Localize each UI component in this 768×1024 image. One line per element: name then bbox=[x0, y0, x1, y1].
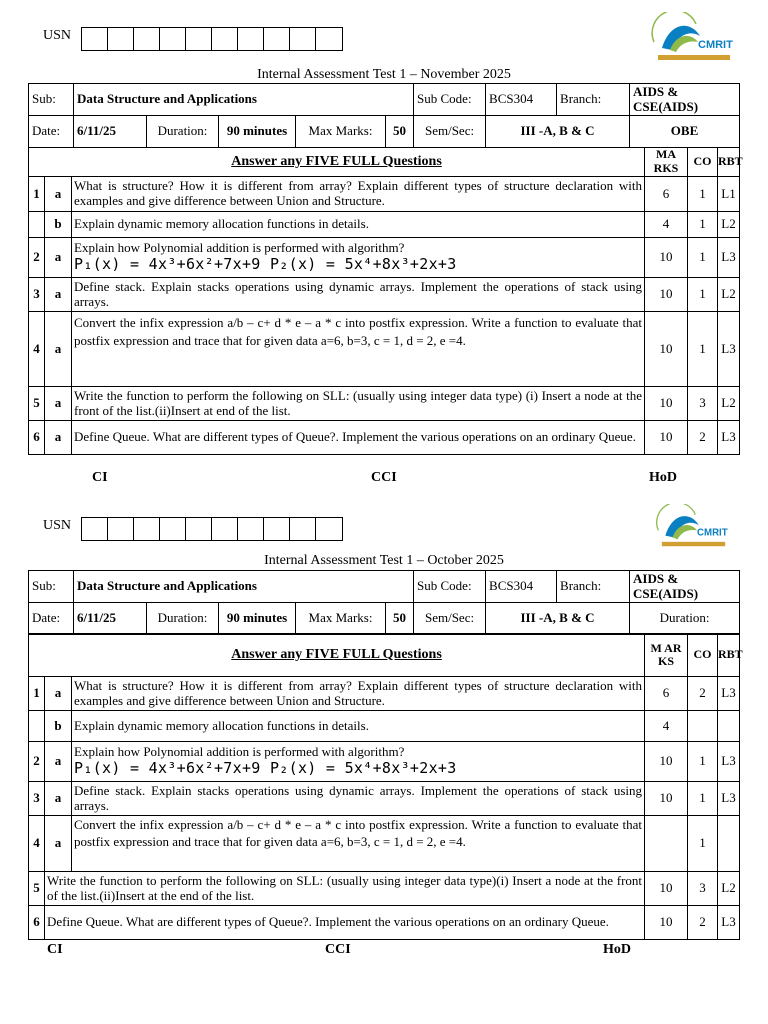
question-part: a bbox=[45, 816, 72, 872]
branch-value: AIDS & CSE(AIDS) bbox=[630, 84, 740, 116]
question-co: 1 bbox=[688, 742, 718, 782]
sem-sec-label: Sem/Sec: bbox=[414, 116, 486, 148]
svg-text:CMRIT: CMRIT bbox=[697, 527, 728, 539]
question-text: What is structure? How it is different from array? Explain different types of structure declaration with examples and give difference between Union and Structure. bbox=[72, 677, 645, 711]
question-text bbox=[72, 238, 645, 278]
rbt-header: RBT bbox=[718, 634, 740, 677]
test-title: Internal Assessment Test 1 – October 2025 bbox=[264, 553, 504, 568]
question-marks: 10 bbox=[645, 782, 688, 816]
cmrit-logo-icon bbox=[646, 12, 734, 62]
test-title: Internal Assessment Test 1 – November 2025 bbox=[257, 67, 511, 82]
question-rbt: L3 bbox=[718, 782, 740, 816]
question-marks: 10 bbox=[645, 872, 688, 906]
table-row bbox=[29, 906, 740, 940]
question-marks: 10 bbox=[645, 238, 688, 278]
question-marks: 4 bbox=[645, 212, 688, 238]
ci-signature: CI bbox=[47, 942, 63, 957]
question-rbt: L3 bbox=[718, 421, 740, 455]
question-marks: 6 bbox=[645, 677, 688, 711]
instruction: Answer any FIVE FULL Questions bbox=[29, 148, 645, 177]
table-row bbox=[29, 872, 740, 906]
date-value: 6/11/25 bbox=[74, 603, 147, 635]
branch-value: AIDS & CSE(AIDS) bbox=[630, 571, 740, 603]
question-number: 3 bbox=[29, 782, 45, 816]
question-rbt: L2 bbox=[718, 278, 740, 312]
max-marks-value: 50 bbox=[386, 116, 414, 148]
question-rbt: L3 bbox=[718, 742, 740, 782]
sem-sec-value: III -A, B & C bbox=[486, 116, 630, 148]
question-part: a bbox=[45, 421, 72, 455]
questions-table bbox=[28, 633, 743, 940]
question-number: 6 bbox=[29, 421, 45, 455]
question-marks: 10 bbox=[645, 387, 688, 421]
question-text: Write the function to perform the following on SLL: (usually using integer data type)(i) Insert a node at the front of the list.(ii)Insert at the end of the list. bbox=[45, 872, 645, 906]
question-text: What is structure? How it is different from array? Explain different types of structure declaration with examples and give difference between Union and Structure. bbox=[72, 177, 645, 212]
question-text: Define stack. Explain stacks operations using dynamic arrays. Implement the operations of stack using arrays. bbox=[72, 278, 645, 312]
question-number: 2 bbox=[29, 238, 45, 278]
question-co: 3 bbox=[688, 872, 718, 906]
question-text: Explain dynamic memory allocation functions in details. bbox=[72, 212, 645, 238]
co-header: CO bbox=[688, 634, 718, 677]
question-text: Write the function to perform the following on SLL: (usually using integer data type) (i) Insert a node at the front of the list.(ii)Insert at end of the list. bbox=[72, 387, 645, 421]
ci-signature: CI bbox=[92, 470, 108, 485]
table-row bbox=[29, 212, 740, 238]
duration-label: Duration: bbox=[147, 116, 219, 148]
question-number: 5 bbox=[29, 872, 45, 906]
question-co: 1 bbox=[688, 312, 718, 387]
table-row bbox=[29, 742, 740, 782]
question-marks: 10 bbox=[645, 421, 688, 455]
sub-code-value: BCS304 bbox=[486, 84, 557, 116]
table-row bbox=[29, 387, 740, 421]
question-number: 1 bbox=[29, 677, 45, 711]
table-row bbox=[29, 816, 740, 872]
rbt-header: RBT bbox=[718, 148, 740, 177]
question-co: 1 bbox=[688, 212, 718, 238]
question-number: 6 bbox=[29, 906, 45, 940]
question-part: a bbox=[45, 238, 72, 278]
date-label: Date: bbox=[29, 603, 74, 635]
duration-value: 90 minutes bbox=[219, 116, 296, 148]
max-marks-label: Max Marks: bbox=[296, 603, 386, 635]
question-marks bbox=[645, 816, 688, 872]
question-co: 3 bbox=[688, 387, 718, 421]
sub-code-value: BCS304 bbox=[486, 571, 557, 603]
polynomial-expression: P₁(x) = 4x³+6x²+7x+9 P₂(x) = 5x⁴+8x³+2x+3 bbox=[74, 255, 457, 274]
usn-label: USN bbox=[43, 518, 72, 533]
polynomial-expression: P₁(x) = 4x³+6x²+7x+9 P₂(x) = 5x⁴+8x³+2x+3 bbox=[74, 759, 457, 778]
question-part: a bbox=[45, 782, 72, 816]
question-rbt: L3 bbox=[718, 238, 740, 278]
question-number: 1 bbox=[29, 177, 45, 212]
sem-sec-value: III -A, B & C bbox=[486, 603, 630, 635]
cmrit-logo-icon bbox=[646, 504, 734, 548]
table-row bbox=[29, 278, 740, 312]
marks-header: M AR KS bbox=[645, 634, 688, 677]
marks-header: MA RKS bbox=[645, 148, 688, 177]
sub-label: Sub: bbox=[29, 571, 74, 603]
question-co: 2 bbox=[688, 421, 718, 455]
question-rbt: L3 bbox=[718, 312, 740, 387]
question-part: a bbox=[45, 278, 72, 312]
hod-signature: HoD bbox=[649, 470, 677, 485]
question-co: 1 bbox=[688, 177, 718, 212]
table-row bbox=[29, 421, 740, 455]
question-co: 1 bbox=[688, 238, 718, 278]
table-row bbox=[29, 782, 740, 816]
question-text: Convert the infix expression a/b – c+ d * e – a * c into postfix expression. Write a function to evaluate that postfix expression and trace that for given data a=6, b=3, c = 1, d = 2, e =4. bbox=[72, 312, 645, 387]
duration-label-extra: Duration: bbox=[630, 603, 740, 635]
question-co: 1 bbox=[688, 782, 718, 816]
question-part: b bbox=[45, 711, 72, 742]
question-part: a bbox=[45, 177, 72, 212]
cci-signature: CCI bbox=[325, 942, 351, 957]
usn-label: USN bbox=[43, 28, 72, 43]
question-rbt: L2 bbox=[718, 872, 740, 906]
branch-label: Branch: bbox=[557, 84, 630, 116]
question-marks: 6 bbox=[645, 177, 688, 212]
question-text: Explain dynamic memory allocation functions in details. bbox=[72, 711, 645, 742]
question-co bbox=[688, 711, 718, 742]
max-marks-label: Max Marks: bbox=[296, 116, 386, 148]
obe-label: OBE bbox=[630, 116, 740, 148]
duration-label: Duration: bbox=[147, 603, 219, 635]
table-row bbox=[29, 177, 740, 212]
question-number bbox=[29, 711, 45, 742]
question-marks: 10 bbox=[645, 312, 688, 387]
question-marks: 10 bbox=[645, 742, 688, 782]
cci-signature: CCI bbox=[371, 470, 397, 485]
date-value: 6/11/25 bbox=[74, 116, 147, 148]
date-label: Date: bbox=[29, 116, 74, 148]
question-number bbox=[29, 212, 45, 238]
question-number: 5 bbox=[29, 387, 45, 421]
question-text: Convert the infix expression a/b – c+ d * e – a * c into postfix expression. Write a function to evaluate that postfix expression and trace that for given data a=6, b=3, c = 1, d = 2, e =4. bbox=[72, 816, 645, 872]
question-rbt bbox=[718, 816, 740, 872]
sub-label: Sub: bbox=[29, 84, 74, 116]
question-number: 4 bbox=[29, 312, 45, 387]
question-number: 2 bbox=[29, 742, 45, 782]
question-part: a bbox=[45, 677, 72, 711]
question-marks: 10 bbox=[645, 906, 688, 940]
question-co: 1 bbox=[688, 816, 718, 872]
question-part: a bbox=[45, 387, 72, 421]
question-rbt: L1 bbox=[718, 177, 740, 212]
svg-text:CMRIT: CMRIT bbox=[698, 39, 733, 51]
question-number: 3 bbox=[29, 278, 45, 312]
questions-table bbox=[28, 147, 743, 455]
table-row bbox=[29, 677, 740, 711]
subject-name: Data Structure and Applications bbox=[74, 571, 414, 603]
table-row bbox=[29, 312, 740, 387]
question-text bbox=[72, 742, 645, 782]
question-part: b bbox=[45, 212, 72, 238]
question-rbt: L3 bbox=[718, 677, 740, 711]
question-text: Define Queue. What are different types of Queue?. Implement the various operations on an ordinary Queue. bbox=[72, 421, 645, 455]
question-part: a bbox=[45, 742, 72, 782]
question-rbt bbox=[718, 711, 740, 742]
question-rbt: L2 bbox=[718, 387, 740, 421]
question-co: 2 bbox=[688, 677, 718, 711]
question-text-line: Explain how Polynomial addition is performed with algorithm? bbox=[74, 744, 405, 760]
usn-boxes[interactable] bbox=[81, 517, 343, 541]
question-co: 2 bbox=[688, 906, 718, 940]
table-row bbox=[29, 711, 740, 742]
question-number: 4 bbox=[29, 816, 45, 872]
sub-code-label: Sub Code: bbox=[414, 571, 486, 603]
max-marks-value: 50 bbox=[386, 603, 414, 635]
question-part: a bbox=[45, 312, 72, 387]
header-table bbox=[28, 83, 740, 148]
question-rbt: L2 bbox=[718, 212, 740, 238]
hod-signature: HoD bbox=[603, 942, 631, 957]
co-header: CO bbox=[688, 148, 718, 177]
sem-sec-label: Sem/Sec: bbox=[414, 603, 486, 635]
table-row bbox=[29, 238, 740, 278]
subject-name: Data Structure and Applications bbox=[74, 84, 414, 116]
question-text: Define Queue. What are different types of Queue?. Implement the various operations on an ordinary Queue. bbox=[45, 906, 645, 940]
question-rbt: L3 bbox=[718, 906, 740, 940]
question-text: Define stack. Explain stacks operations using dynamic arrays. Implement the operations of stack using arrays. bbox=[72, 782, 645, 816]
branch-label: Branch: bbox=[557, 571, 630, 603]
question-text-line: Explain how Polynomial addition is performed with algorithm? bbox=[74, 240, 405, 256]
question-co: 1 bbox=[688, 278, 718, 312]
header-table bbox=[28, 570, 740, 635]
sub-code-label: Sub Code: bbox=[414, 84, 486, 116]
question-marks: 4 bbox=[645, 711, 688, 742]
instruction: Answer any FIVE FULL Questions bbox=[29, 634, 645, 677]
question-marks: 10 bbox=[645, 278, 688, 312]
duration-value: 90 minutes bbox=[219, 603, 296, 635]
usn-boxes[interactable] bbox=[81, 27, 343, 51]
